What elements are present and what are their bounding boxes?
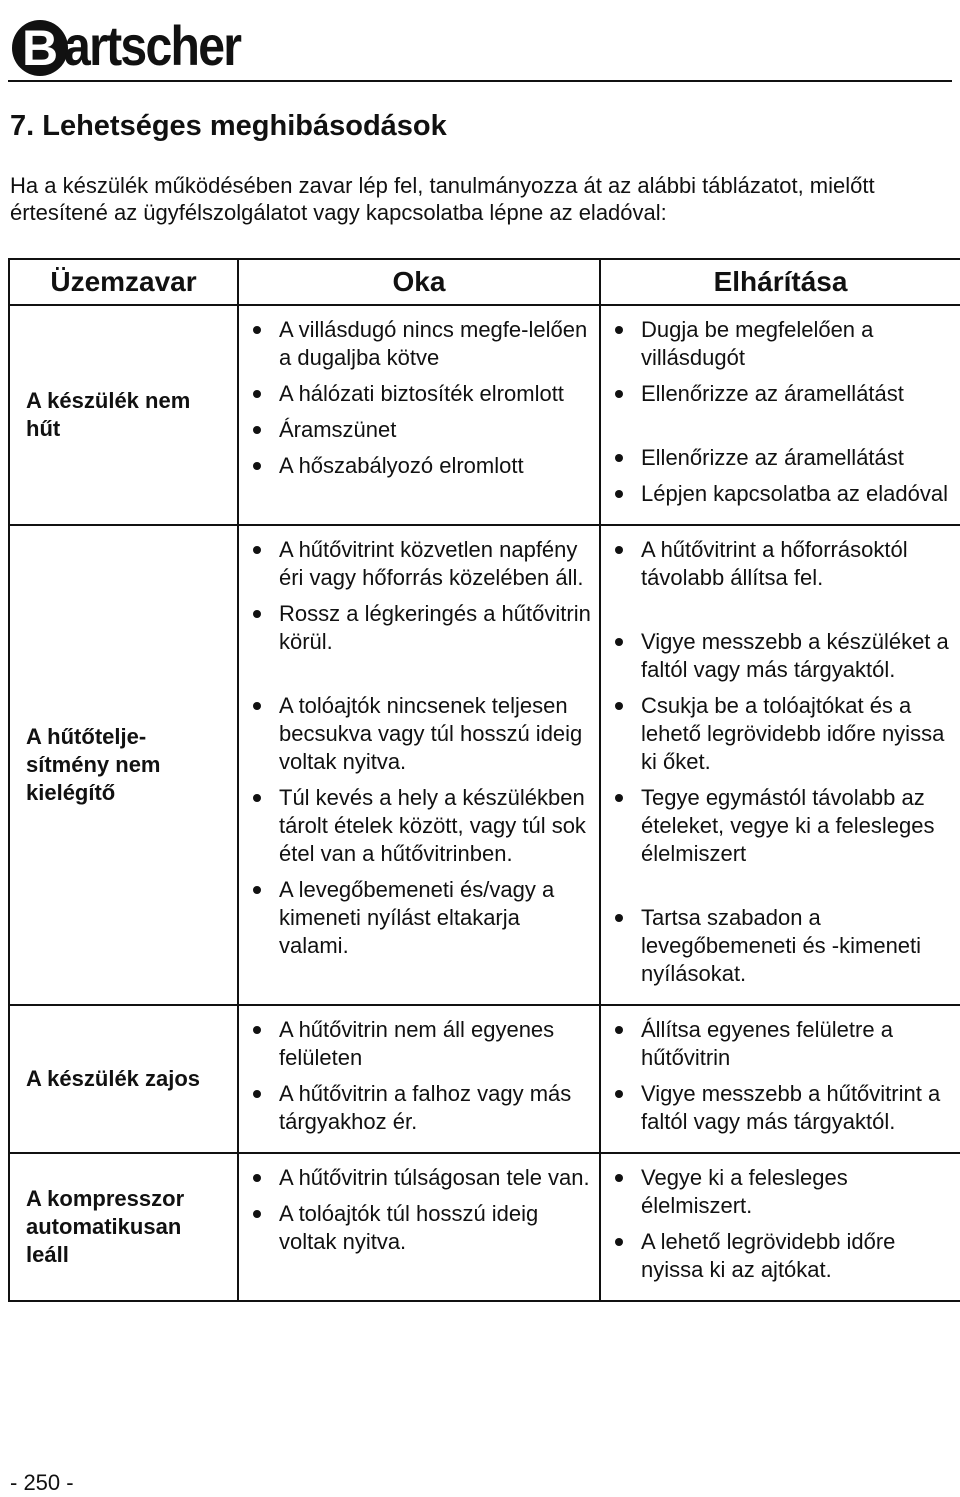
table-header-row [9,259,960,305]
page-header [0,0,960,82]
column-header-fault: Üzemzavar [9,259,238,305]
cause-item: Rossz a légkeringés a hűtővitrin körül. [239,600,593,656]
table-row [9,525,960,1005]
table-row [9,1153,960,1301]
cause-item: A tolóajtók túl hosszú ideig voltak nyitva. [239,1200,593,1256]
cause-item: A hűtővitrint közvetlen napfény éri vagy hőforrás közelében áll. [239,536,593,592]
remedy-item: Csukja be a tolóajtókat és a lehető legrövidebb időre nyissa ki őket. [601,692,954,776]
cause-item: Túl kevés a hely a készülékben tárolt ételek között, vagy túl sok étel van a hűtővitrinben. [239,784,593,868]
cause-item: A hőszabályozó elromlott [239,452,593,480]
cause-item: A hűtővitrin a falhoz vagy más tárgyakhoz ér. [239,1080,593,1136]
intro-paragraph: Ha a készülék működésében zavar lép fel, tanulmányozza át az alábbi táblázatot, mielőtt értesítené az ügyfélszolgálatot vagy kapcsolatba lépne az eladóval: [10,173,875,225]
page-number: - 250 - [10,1470,74,1495]
cause-list [239,1164,593,1256]
remedy-item: A hűtővitrint a hőforrásoktól távolabb állítsa fel. [601,536,954,592]
remedy-item: Vigye messzebb a készüléket a faltól vagy más tárgyaktól. [601,628,954,684]
remedy-cell [600,305,960,525]
fault-cell [9,525,238,1005]
cause-item: A levegőbemeneti és/vagy a kimeneti nyílást eltakarja valami. [239,876,593,960]
remedy-item: Dugja be megfelelően a villásdugót [601,316,954,372]
remedy-cell [600,525,960,1005]
table-row [9,1005,960,1153]
fault-label: A kompresszor automatikusan leáll [26,1186,185,1267]
cause-item: A hűtővitrin nem áll egyenes felületen [239,1016,593,1072]
cause-item: A villásdugó nincs megfe-lelően a dugaljba kötve [239,316,593,372]
cause-item: A hűtővitrin túlságosan tele van. [239,1164,593,1192]
fault-cell [9,1005,238,1153]
fault-label: A hűtőtelje-sítmény nem kielégítő [26,724,161,805]
logo-initial: B [12,20,68,76]
header-divider [8,80,952,82]
remedy-list [601,1164,954,1284]
cause-item: Áramszünet [239,416,593,444]
fault-label: A készülék nem hűt [26,388,191,441]
cause-list [239,536,593,960]
remedy-item: Állítsa egyenes felületre a hűtővitrin [601,1016,954,1072]
remedy-item: Lépjen kapcsolatba az eladóval [601,480,954,508]
cause-cell [238,525,600,1005]
table-row [9,305,960,525]
logo-wordmark: artscher [64,14,241,77]
bartscher-logo [12,4,269,76]
cause-list [239,1016,593,1136]
remedy-item: Vegye ki a felesleges élelmiszert. [601,1164,954,1220]
remedy-item: Vigye messzebb a hűtővitrint a faltól vagy más tárgyaktól. [601,1080,954,1136]
cause-item: A tolóajtók nincsenek teljesen becsukva vagy túl hosszú ideig voltak nyitva. [239,692,593,776]
remedy-cell [600,1153,960,1301]
remedy-item: Tartsa szabadon a levegőbemeneti és -kimeneti nyílásokat. [601,904,954,988]
remedy-cell [600,1005,960,1153]
remedy-list [601,1016,954,1136]
column-header-cause: Oka [238,259,600,305]
column-header-remedy: Elhárítása [600,259,960,305]
remedy-list [601,316,954,508]
remedy-item: Ellenőrizze az áramellátást [601,444,954,472]
troubleshooting-table [8,258,960,1302]
fault-cell [9,305,238,525]
section-title: 7. Lehetséges meghibásodások [10,110,447,142]
remedy-list [601,536,954,988]
cause-cell [238,305,600,525]
remedy-item: Ellenőrizze az áramellátást [601,380,954,408]
cause-cell [238,1005,600,1153]
cause-item: A hálózati biztosíték elromlott [239,380,593,408]
fault-label: A készülék zajos [26,1066,201,1091]
remedy-item: A lehető legrövidebb időre nyissa ki az ajtókat. [601,1228,954,1284]
remedy-item: Tegye egymástól távolabb az ételeket, vegye ki a felesleges élelmiszert [601,784,954,868]
fault-cell [9,1153,238,1301]
cause-cell [238,1153,600,1301]
cause-list [239,316,593,480]
